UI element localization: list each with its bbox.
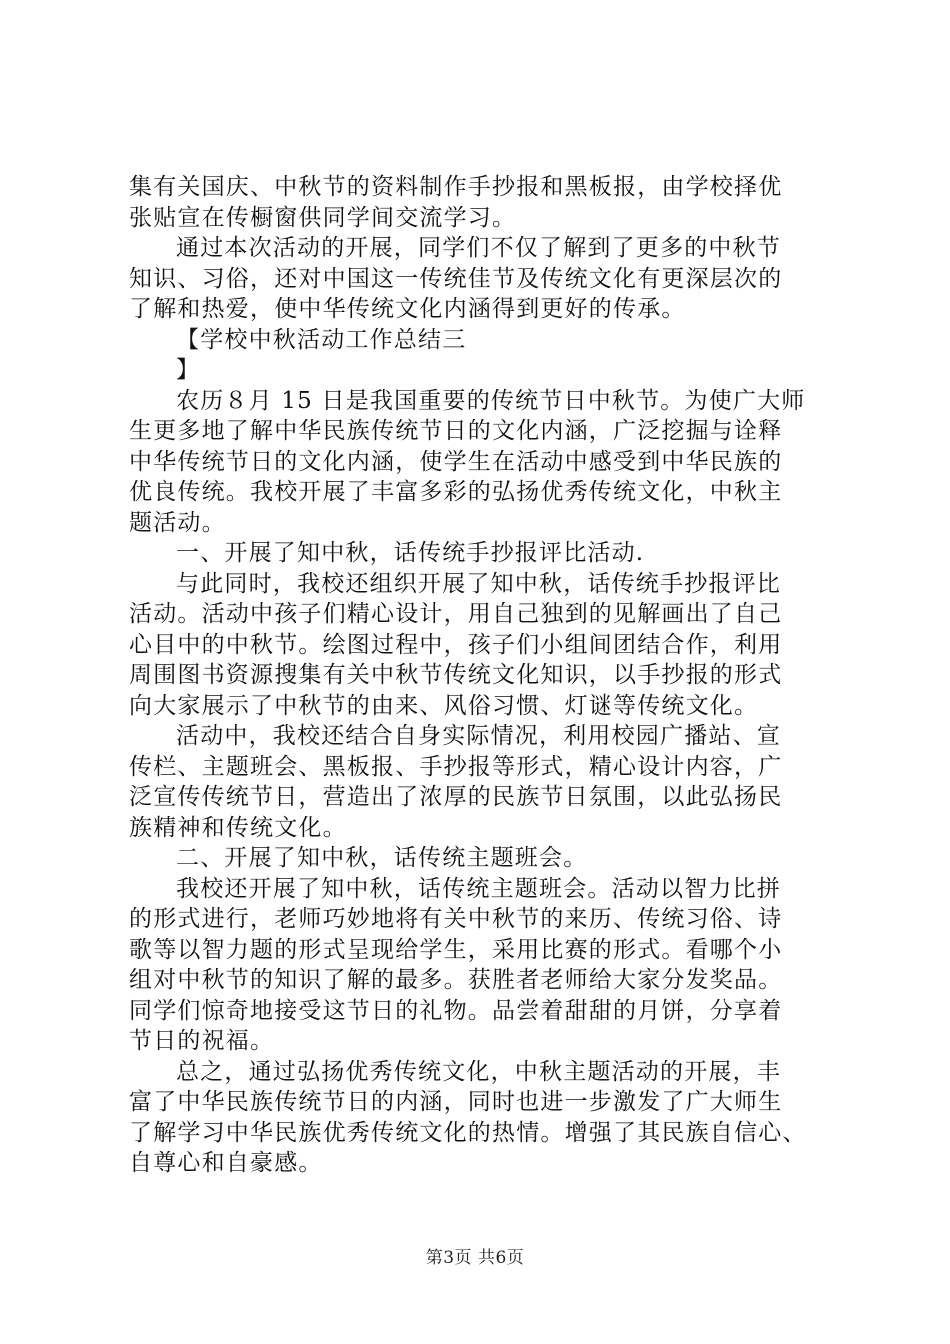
text-line: 向大家展示了中秋节的由来、风俗习惯、灯谜等传统文化。	[129, 692, 759, 719]
text-line: 张贴宣在传橱窗供同学间交流学习。	[129, 204, 517, 231]
text-line: 与此同时，我校还组织开展了知中秋，话传统手抄报评比	[176, 570, 781, 597]
text-line: 了解学习中华民族优秀传统文化的热情。增强了其民族自信心、	[129, 1119, 807, 1146]
text-line: 传栏、主题班会、黑板报、手抄报等形式，精心设计内容，广	[129, 753, 783, 780]
text-line: 了解和热爱，使中华传统文化内涵得到更好的传承。	[129, 296, 686, 322]
text-line: 周围图书资源搜集有关中秋节传统文化知识，以手抄报的形式	[129, 662, 783, 688]
text-line: 集有关国庆、中秋节的资料制作手抄报和黑板报，由学校择优	[129, 174, 783, 200]
page-footer: 第3页 共6页	[425, 1248, 525, 1268]
text-line: 活动中，我校还结合自身实际情况，利用校园广播站、宣	[176, 723, 781, 749]
text-line: 心目中的中秋节。绘图过程中，孩子们小组间团结合作，利用	[129, 631, 783, 658]
text-line: 歌等以智力题的形式呈现给学生，采用比赛的形式。看哪个小	[129, 936, 783, 963]
text-line: 泛宣传传统节日，营造出了浓厚的民族节日氛围，以此弘扬民	[129, 784, 783, 810]
text-line: 】	[176, 357, 201, 383]
text-line: 知识、习俗，还对中国这一传统佳节及传统文化有更深层次的	[129, 265, 783, 292]
text-line: 通过本次活动的开展，同学们不仅了解到了更多的中秋节	[176, 235, 781, 261]
text-line: 同学们惊奇地接受这节日的礼物。品尝着甜甜的月饼，分享着	[129, 997, 783, 1024]
text-line: 优良传统。我校开展了丰富多彩的弘扬优秀传统文化，中秋主	[129, 479, 783, 505]
text-line: 我校还开展了知中秋，话传统主题班会。活动以智力比拼	[176, 875, 781, 902]
text-line: 生更多地了解中华民族传统节日的文化内涵，广泛挖掘与诠释	[129, 418, 783, 444]
text-line: 富了中华民族传统节日的内涵，同时也进一步激发了广大师生	[129, 1089, 783, 1115]
text-line: 节日的祝福。	[129, 1028, 275, 1054]
text-line: 一、开展了知中秋，话传统手抄报评比活动.	[176, 540, 645, 566]
text-line: 总之，通过弘扬优秀传统文化，中秋主题活动的开展，丰	[176, 1058, 781, 1085]
text-line: 【学校中秋活动工作总结三	[176, 326, 467, 353]
text-line: 族精神和传统文化。	[129, 814, 347, 841]
text-line: 题活动。	[129, 509, 226, 536]
text-line: 活动。活动中孩子们精心设计，用自己独到的见解画出了自己	[129, 601, 783, 627]
document-body	[129, 172, 829, 1179]
text-line: 农历８月 15 日是我国重要的传统节日中秋节。为使广大师	[176, 387, 806, 414]
text-line: 中华传统节日的文化内涵，使学生在活动中感受到中华民族的	[129, 448, 783, 475]
text-line: 的形式进行，老师巧妙地将有关中秋节的来历、传统习俗、诗	[129, 906, 783, 932]
text-line: 自尊心和自豪感。	[129, 1150, 323, 1176]
text-line: 二、开展了知中秋，话传统主题班会。	[176, 845, 588, 871]
text-line: 组对中秋节的知识了解的最多。获胜者老师给大家分发奖品。	[129, 967, 783, 993]
